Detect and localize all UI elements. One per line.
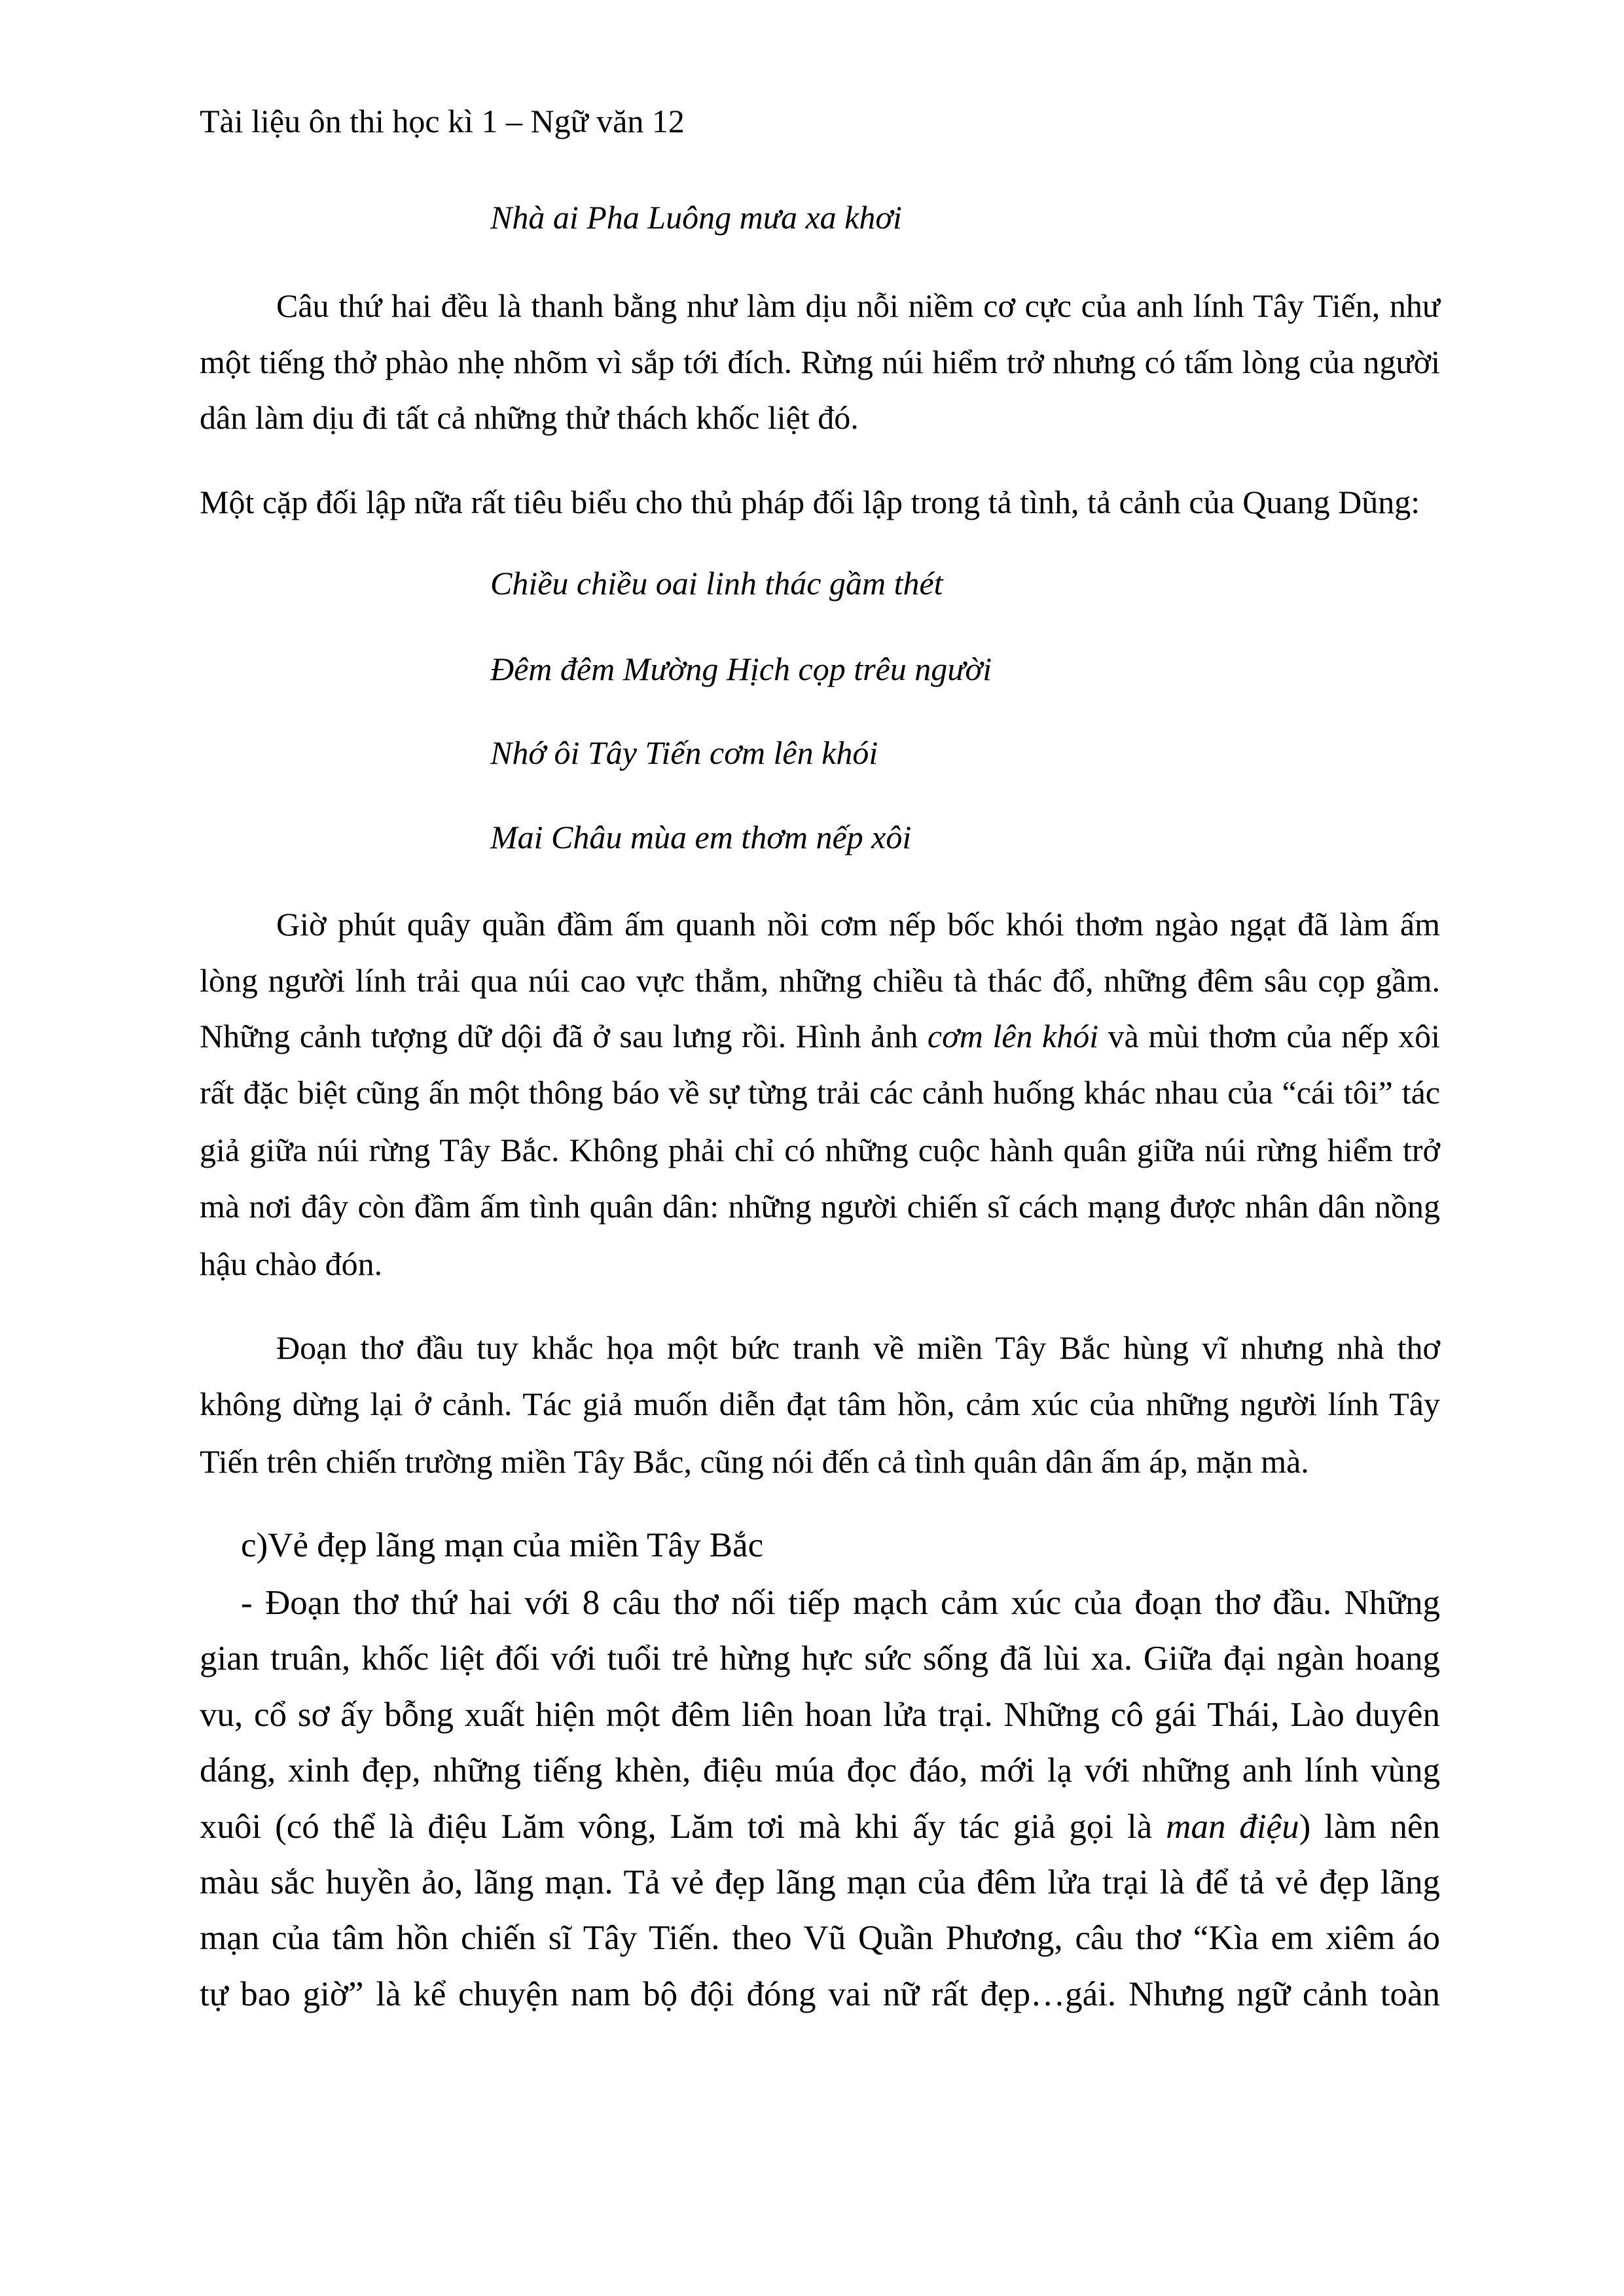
paragraph-line: Câu thứ hai đều là thanh bằng như làm dịu nỗi niềm cơ cực của anh lính Tây Tiến, như: [276, 287, 1440, 324]
poem-line: Mai Châu mùa em thơm nếp xôi: [490, 819, 912, 855]
text-segment: và mùi thơm của nếp xôi: [1098, 1018, 1441, 1054]
paragraph-line: lòng người lính trải qua núi cao vực thẳm, những chiều tà thác đổ, những đêm sâu cọp gầm.: [200, 962, 1440, 999]
paragraph-line: [200, 1799, 1440, 1856]
paragraph-line: Đoạn thơ đầu tuy khắc họa một bức tranh về miền Tây Bắc hùng vĩ nhưng nhà thơ: [276, 1329, 1440, 1366]
paragraph-line: mạn của tâm hồn chiến sĩ Tây Tiến. theo Vũ Quần Phương, câu thơ “Kìa em xiêm áo: [200, 1919, 1440, 1957]
paragraph-line: màu sắc huyền ảo, lãng mạn. Tả vẻ đẹp lãng mạn của đêm lửa trại là để tả vẻ đẹp lãng: [200, 1863, 1440, 1901]
poem-line: Nhà ai Pha Luông mưa xa khơi: [490, 199, 902, 236]
paragraph-line: dáng, xinh đẹp, những tiếng khèn, điệu múa đọc đáo, mới lạ với những anh lính vùng: [200, 1751, 1440, 1789]
paragraph-line: một tiếng thở phào nhẹ nhõm vì sắp tới đích. Rừng núi hiểm trở nhưng có tấm lòng của người: [200, 344, 1440, 380]
paragraph-line: [200, 1008, 1440, 1065]
text-segment: ) làm nên: [1299, 1808, 1440, 1846]
paragraph-line: Giờ phút quây quần đầm ấm quanh nồi cơm nếp bốc khói thơm ngào ngạt đã làm ấm: [276, 906, 1440, 942]
text-segment: xuôi (có thể là điệu Lăm vông, Lăm tơi mà khi ấy tác giả gọi là: [200, 1808, 1166, 1846]
italic-phrase: man điệu: [1166, 1808, 1299, 1846]
paragraph-line: tự bao giờ” là kể chuyện nam bộ đội đóng vai nữ rất đẹp…gái. Nhưng ngữ cảnh toàn: [200, 1975, 1440, 2013]
paragraph-line: giả giữa núi rừng Tây Bắc. Không phải chỉ có những cuộc hành quân giữa núi rừng hiểm trở: [200, 1132, 1440, 1168]
poem-line: Đêm đêm Mường Hịch cọp trêu người: [490, 651, 992, 687]
paragraph-line: - Đoạn thơ thứ hai với 8 câu thơ nối tiếp mạch cảm xúc của đoạn thơ đầu. Những: [241, 1584, 1440, 1622]
paragraph-line: vu, cổ sơ ấy bỗng xuất hiện một đêm liên hoan lửa trại. Những cô gái Thái, Lào duyên: [200, 1696, 1440, 1734]
page-header: Tài liệu ôn thi học kì 1 – Ngữ văn 12: [200, 103, 685, 139]
paragraph-line: mà nơi đây còn đầm ấm tình quân dân: những người chiến sĩ cách mạng được nhân dân nồng: [200, 1188, 1440, 1225]
paragraph-line: hậu chào đón.: [200, 1246, 383, 1282]
intro-line: Một cặp đối lập nữa rất tiêu biểu cho thủ pháp đối lập trong tả tình, tả cảnh của Quang Dũng:: [200, 484, 1420, 520]
poem-line: Nhớ ôi Tây Tiến cơm lên khói: [490, 734, 878, 771]
text-segment: Những cảnh tượng dữ dội đã ở sau lưng rồi. Hình ảnh: [200, 1018, 928, 1054]
poem-line: Chiều chiều oai linh thác gầm thét: [490, 565, 943, 601]
paragraph-line: dân làm dịu đi tất cả những thử thách khốc liệt đó.: [200, 399, 859, 436]
paragraph-line: không dừng lại ở cảnh. Tác giả muốn diễn đạt tâm hồn, cảm xúc của những người lính Tây: [200, 1386, 1440, 1422]
paragraph-line: rất đặc biệt cũng ấn một thông báo về sự từng trải các cảnh huống khác nhau của “cái tôi” tác: [200, 1074, 1440, 1111]
paragraph-line: Tiến trên chiến trường miền Tây Bắc, cũng nói đến cả tình quân dân ấm áp, mặn mà.: [200, 1443, 1309, 1480]
section-heading: c)Vẻ đẹp lãng mạn của miền Tây Bắc: [241, 1526, 764, 1564]
italic-phrase: cơm lên khói: [927, 1018, 1099, 1054]
paragraph-line: gian truân, khốc liệt đối với tuổi trẻ hừng hực sức sống đã lùi xa. Giữa đại ngàn hoang: [200, 1640, 1440, 1677]
